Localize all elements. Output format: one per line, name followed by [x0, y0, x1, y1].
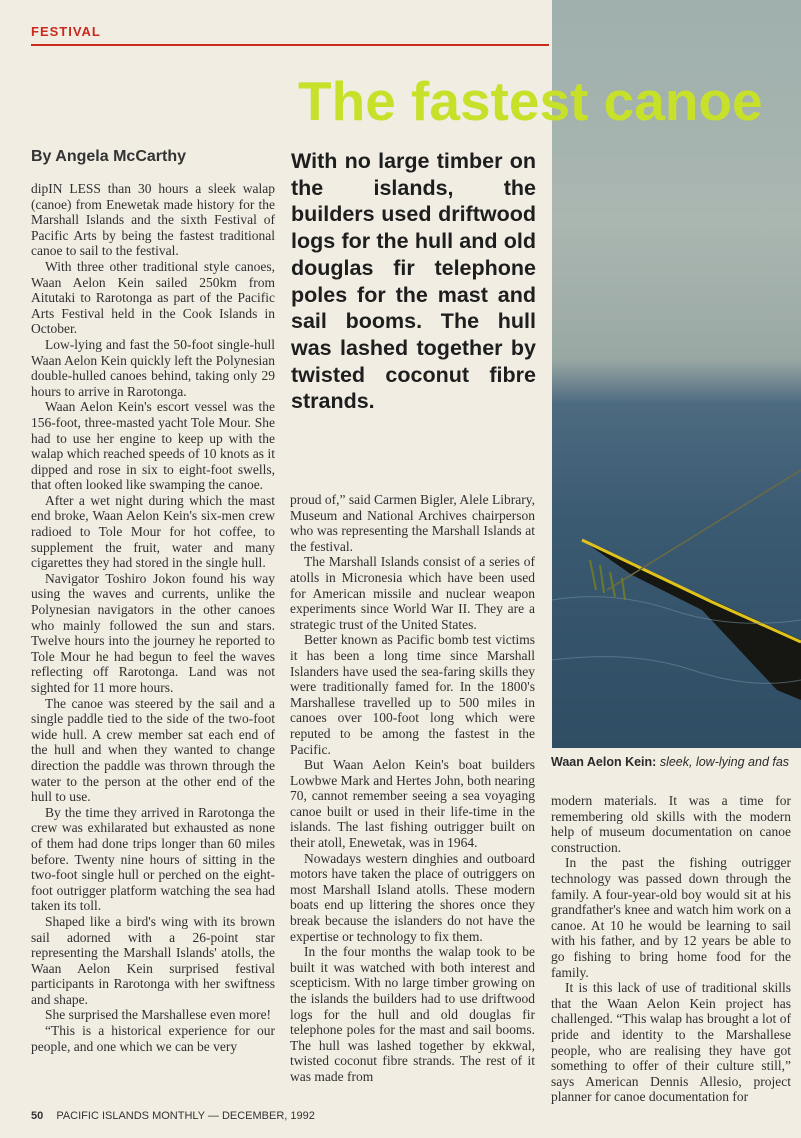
paragraph: The canoe was steered by the sail and a single paddle tied to the side of the two-foot wide hull. A crew member sat each end of the hull and when they wanted to change direction the paddle was thrown through the water to the person at the other end of the hull to use.: [31, 695, 275, 805]
paragraph: In the past the fishing outrigger technology was passed down through the family. A four-year-old boy would sit at his grandfather's knee and watch him work on a canoe. At 10 he would be learning to sail with his father, and by 12 years be able to go fishing to bring home food for the family.: [551, 855, 791, 980]
article-column-2: [290, 492, 535, 1085]
page-footer: [31, 1110, 315, 1122]
caption-text: sleek, low-lying and fas: [656, 755, 790, 769]
paragraph: But Waan Aelon Kein's boat builders Lowbwe Mark and Hertes John, both nearing 70, cannot remember seeing a sea voyaging canoe built or used in their life-time in the islands. The last fishing outrigger built on their atoll, Enewetak, was in 1964.: [290, 757, 535, 851]
paragraph: dipIN LESS than 30 hours a sleek walap (canoe) from Enewetak made history for the Marshall Islands and the sixth Festival of Pacific Arts by being the fastest traditional canoe to sail to the festival.: [31, 181, 275, 259]
pull-quote: With no large timber on the islands, the builders used driftwood logs for the hull and old douglas fir telephone poles for the mast and sail booms. The hull was lashed together by twisted coconut fibre strands.: [291, 149, 536, 414]
paragraph: “This is a historical experience for our people, and one which we can be very: [31, 1023, 275, 1054]
paragraph: modern materials. It was a time for remembering old skills with the modern help of museum documentation on canoe construction.: [551, 793, 791, 855]
paragraph: proud of,” said Carmen Bigler, Alele Library, Museum and National Archives chairperson who was representing the Marshall Islands at the festival.: [290, 492, 535, 554]
paragraph: After a wet night during which the mast end broke, Waan Aelon Kein's six-men crew radioed to Tole Mour for hot coffee, to supplement the fruit, water and many cigarettes they had stored in the single hull.: [31, 492, 275, 571]
paragraph: Better known as Pacific bomb test victims it has been a long time since Marshall Islanders have used the sea-faring skills they were traditionally famed for. In the 1800's Marshallese travelled up to 500 miles in canoes over 100-foot long which were reputed to be among the fastest in the Pacific.: [290, 632, 535, 757]
paragraph: Nowadays western dinghies and outboard motors have taken the place of outriggers on most Marshall Island atolls. These modern boats end up littering the shores once they break because the islanders do not have the expertise or technology to fix them.: [290, 850, 535, 944]
photo-caption: [551, 755, 801, 769]
paragraph: Shaped like a bird's wing with its brown sail adorned with a 26-point star representing the Marshall Islands' atolls, the Waan Aelon Kein surprised festival participants in Rarotonga with her swiftness and shape.: [31, 913, 275, 1007]
publication-line: PACIFIC ISLANDS MONTHLY — DECEMBER, 1992: [56, 1110, 315, 1122]
section-label: FESTIVAL: [31, 24, 101, 39]
article-column-3: [551, 793, 791, 1105]
caption-title: Waan Aelon Kein:: [551, 755, 657, 769]
paragraph: With three other traditional style canoes, Waan Aelon Kein sailed 250km from Aitutaki to Rarotonga as part of the Pacific Arts Festival held in the Cook Islands in October.: [31, 258, 275, 337]
paragraph: In the four months the walap took to be built it was watched with both interest and scepticism. With no large timber growing on the islands the builders had to use driftwood logs for the hull and old douglas fir telephone poles for the mast and sail booms. The hull was lashed together by ekkwal, twisted coconut fibre strands. The rest of it was made from: [290, 944, 535, 1084]
paragraph: Waan Aelon Kein's escort vessel was the 156-foot, three-masted yacht Tole Mour. She had to use her engine to keep up with the walap which reached speeds of 10 knots as it dipped and rose in six to eight-foot swells, that often looked like swamping the canoe.: [31, 399, 275, 493]
paragraph: She surprised the Marshallese even more!: [45, 1007, 272, 1023]
byline: By Angela McCarthy: [31, 148, 186, 165]
header-rule: [31, 44, 549, 46]
paragraph: By the time they arrived in Rarotonga the crew was exhilarated but exhausted as none of them had done trips longer than 60 miles before. Twenty nine hours of sitting in the two-foot single hull or perched on the eight-foot outrigger platform watching the sea had taken its toll.: [31, 804, 275, 914]
paragraph: Navigator Toshiro Jokon found his way using the waves and currents, unlike the Polynesian navigators in the other canoes who mainly followed the sun and stars. Twelve hours into the journey he reported to Tole Mour he had begun to feel the waves reflecting off Rarotonga. Land was not sighted for 11 more hours.: [31, 570, 275, 695]
paragraph: It is this lack of use of traditional skills that the Waan Aelon Kein project has challenged. “This walap has brought a lot of pride and identity to the Marshallese people, who are realising they have got something to offer of their culture still,” says American Dennis Allesio, project planner for canoe documentation for: [551, 980, 791, 1105]
paragraph: Low-lying and fast the 50-foot single-hull Waan Aelon Kein quickly left the Polynesian double-hulled canoes behind, taking only 29 hours to arrive in Rarotonga.: [31, 336, 275, 399]
page-number: 50: [31, 1110, 44, 1122]
article-column-1: [31, 181, 275, 1054]
headline: The fastest canoe: [298, 70, 763, 132]
paragraph: The Marshall Islands consist of a series of atolls in Micronesia which have been used for American missile and nuclear weapon experiments since World War II. They are a strategic trust of the United States.: [290, 554, 535, 632]
